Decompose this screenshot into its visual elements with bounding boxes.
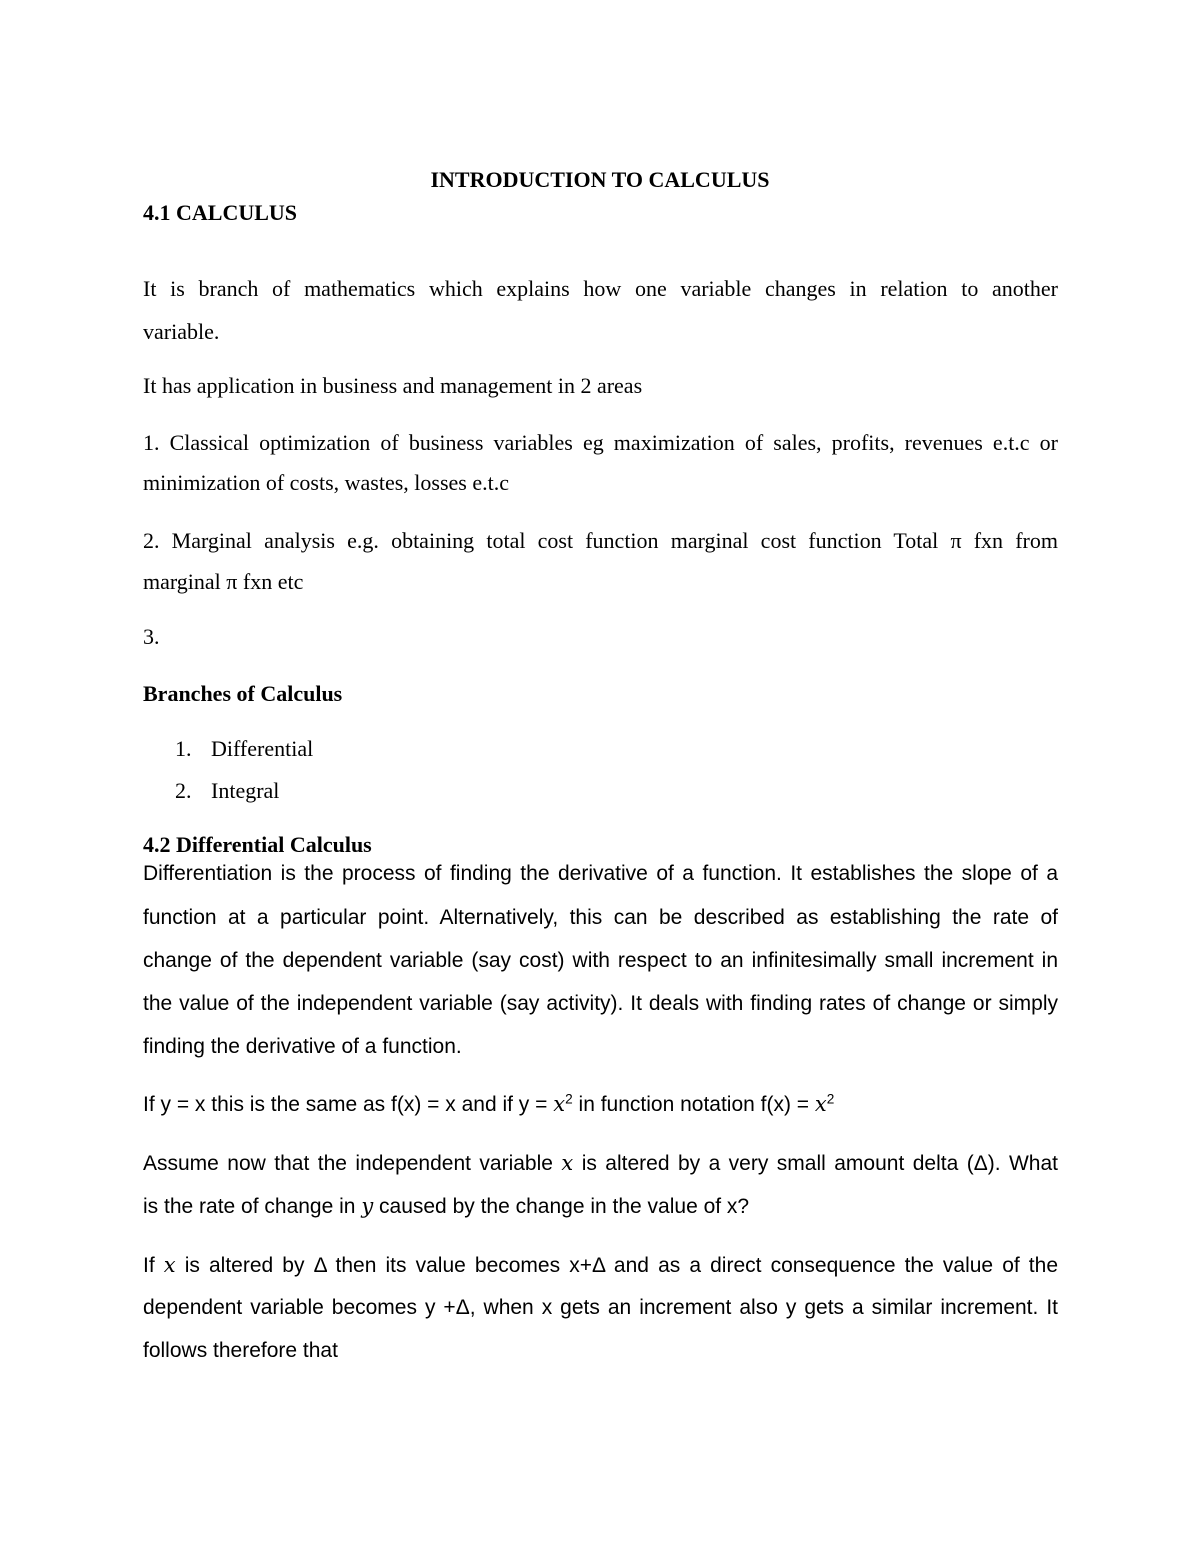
- math-x: x: [553, 1092, 566, 1116]
- list-item-line: 2. Marginal analysis e.g. obtaining total cost function marginal cost function Total π fxn from: [143, 528, 1058, 553]
- list-item-integral: Integral: [211, 778, 280, 803]
- paragraph-line: It is branch of mathematics which explains how one variable changes in relation to another: [143, 276, 1058, 301]
- math-exponent: 2: [565, 1091, 573, 1107]
- paragraph-line: variable.: [143, 319, 220, 344]
- list-item-line: 3.: [143, 624, 160, 649]
- text-run: in function notation f(x) =: [572, 1093, 815, 1116]
- text-run: If y = x this is the same as f(x) = x and if y =: [143, 1093, 554, 1116]
- list-item-line: 1. Classical optimization of business variables eg maximization of sales, profits, revenues e.t.c or: [143, 430, 1058, 455]
- text-run: Assume now that the independent variable: [143, 1152, 562, 1175]
- math-x: x: [163, 1253, 176, 1277]
- document-title: INTRODUCTION TO CALCULUS: [430, 167, 770, 192]
- text-run: is the rate of change in: [143, 1195, 362, 1218]
- list-item-differential: Differential: [211, 736, 314, 761]
- paragraph-line: It has application in business and management in 2 areas: [143, 373, 643, 398]
- list-number: 1.: [175, 736, 192, 761]
- math-x: x: [814, 1092, 827, 1116]
- text-run: If: [143, 1254, 164, 1277]
- list-item-line: minimization of costs, wastes, losses e.t.c: [143, 470, 509, 495]
- paragraph-line: change of the dependent variable (say cost) with respect to an infinitesimally small increment in: [143, 949, 1058, 972]
- section-heading-4-2: 4.2 Differential Calculus: [143, 832, 372, 857]
- list-item-line: marginal π fxn etc: [143, 569, 304, 594]
- text-run: caused by the change in the value of x?: [373, 1195, 750, 1218]
- assume-line-1: [143, 1151, 1058, 1176]
- altered-line-2: dependent variable becomes y +Δ, when x gets an increment also y gets a similar increment. It: [143, 1296, 1058, 1319]
- function-notation-line: [143, 1092, 834, 1117]
- list-number: 2.: [175, 778, 192, 803]
- altered-line-1: [143, 1253, 1058, 1278]
- assume-line-2: [143, 1194, 749, 1219]
- text-run: is altered by Δ then its value becomes x+Δ and as a direct consequence the value of the: [175, 1254, 1058, 1277]
- math-y: y: [361, 1194, 374, 1218]
- paragraph-line: the value of the independent variable (say activity). It deals with finding rates of change or simply: [143, 992, 1058, 1015]
- paragraph-line: Differentiation is the process of finding the derivative of a function. It establishes the slope of a: [143, 862, 1058, 885]
- paragraph-line: function at a particular point. Alternatively, this can be described as establishing the rate of: [143, 906, 1058, 929]
- math-exponent: 2: [826, 1091, 835, 1107]
- text-run: is altered by a very small amount delta (Δ). What: [573, 1152, 1059, 1175]
- branches-heading: Branches of Calculus: [143, 681, 343, 706]
- section-heading-4-1: 4.1 CALCULUS: [143, 200, 298, 225]
- paragraph-line: finding the derivative of a function.: [143, 1035, 462, 1058]
- altered-line-3: follows therefore that: [143, 1339, 338, 1362]
- math-x: x: [561, 1151, 574, 1175]
